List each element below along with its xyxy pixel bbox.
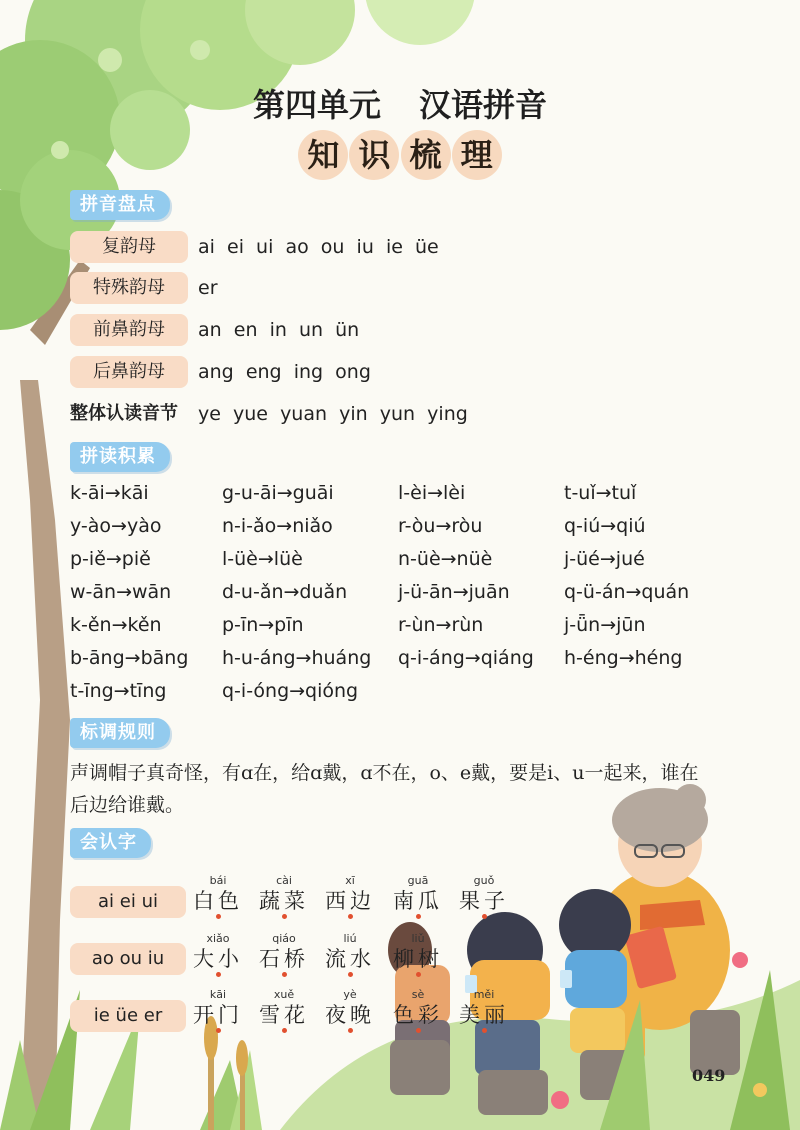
word-hanzi: 石桥: [259, 947, 309, 971]
section-title-char: 知: [298, 130, 348, 180]
spelling-item: k-āi→kāi: [70, 482, 149, 504]
word-item: [258, 874, 310, 919]
word-pinyin: liú: [343, 932, 357, 945]
stress-dot: [216, 1028, 221, 1033]
word-item: [324, 874, 376, 919]
spelling-item: n-üè→nüè: [398, 548, 493, 570]
section-title-char: 识: [349, 130, 399, 180]
stress-dot: [416, 972, 421, 977]
spelling-item: p-īn→pīn: [222, 614, 304, 636]
word-pinyin: qiáo: [272, 932, 296, 945]
stress-dot: [348, 972, 353, 977]
spelling-item: r-òu→ròu: [398, 515, 483, 537]
word-hanzi: 白色: [193, 889, 243, 913]
word-pinyin: měi: [473, 988, 495, 1001]
label-front-nasal: 前鼻韵母: [70, 314, 188, 346]
word-pinyin: guā: [407, 874, 429, 887]
word-item: [458, 874, 510, 919]
stress-dot: [348, 1028, 353, 1033]
word-item: [324, 932, 376, 977]
word-pinyin: xiǎo: [206, 932, 230, 945]
word-pinyin: yè: [343, 988, 357, 1001]
spelling-item: j-ü-ān→juān: [398, 581, 510, 603]
spelling-item: y-ào→yào: [70, 515, 162, 537]
word-hanzi: 西边: [325, 889, 375, 913]
spelling-item: q-i-óng→qióng: [222, 680, 359, 702]
spelling-item: t-uǐ→tuǐ: [564, 482, 637, 504]
word-item: [458, 988, 510, 1033]
unit-subject: 汉语拼音: [419, 86, 548, 124]
word-hanzi: 蔬菜: [259, 889, 309, 913]
banner-tone-rule: 标调规则: [70, 718, 170, 748]
word-hanzi: 夜晚: [325, 1003, 375, 1027]
stress-dot: [482, 1028, 487, 1033]
word-item: [392, 932, 444, 977]
word-item: [192, 932, 244, 977]
stress-dot: [282, 1028, 287, 1033]
stress-dot: [282, 914, 287, 919]
spelling-item: j-ǖn→jūn: [564, 614, 646, 636]
spelling-item: l-üè→lüè: [222, 548, 303, 570]
compound-finals: ai ei ui ao ou iu ie üe: [198, 236, 439, 258]
banner-pinyin-review: 拼音盘点: [70, 190, 170, 220]
word-hanzi: 雪花: [259, 1003, 309, 1027]
word-item: [192, 988, 244, 1033]
word-hanzi: 开门: [193, 1003, 243, 1027]
spelling-item: j-üé→jué: [564, 548, 645, 570]
spelling-item: p-iě→piě: [70, 548, 151, 570]
word-item: [392, 988, 444, 1033]
word-pinyin: xuě: [273, 988, 295, 1001]
stress-dot: [416, 1028, 421, 1033]
word-pinyin: bái: [209, 874, 227, 887]
spelling-item: q-iú→qiú: [564, 515, 646, 537]
spelling-item: q-i-áng→qiáng: [398, 647, 534, 669]
word-pinyin: xī: [345, 874, 355, 887]
word-item: [192, 874, 244, 919]
stress-dot: [482, 914, 487, 919]
whole-syllables: ye yue yuan yin yun ying: [198, 403, 468, 425]
word-pinyin: liǔ: [411, 932, 425, 945]
stress-dot: [216, 914, 221, 919]
word-hanzi: 大小: [193, 947, 243, 971]
word-hanzi: 南瓜: [393, 889, 443, 913]
spelling-item: d-u-ǎn→duǎn: [222, 581, 348, 603]
char-group-label: ai ei ui: [70, 886, 186, 918]
char-group-label: ie üe er: [70, 1000, 186, 1032]
char-group-label: ao ou iu: [70, 943, 186, 975]
word-pinyin: sè: [411, 988, 425, 1001]
word-hanzi: 美丽: [459, 1003, 509, 1027]
banner-spelling: 拼读积累: [70, 442, 170, 472]
word-hanzi: 果子: [459, 889, 509, 913]
spelling-item: t-īng→tīng: [70, 680, 167, 702]
word-item: [324, 988, 376, 1033]
tone-rule-line-1: 声调帽子真奇怪，有ɑ在，给ɑ戴，ɑ不在，o、e戴，要是i、u一起来，谁在: [70, 762, 699, 784]
section-title-char: 梳: [401, 130, 451, 180]
spelling-item: k-ěn→kěn: [70, 614, 162, 636]
spelling-item: h-u-áng→huáng: [222, 647, 372, 669]
word-pinyin: kāi: [209, 988, 227, 1001]
spelling-item: b-āng→bāng: [70, 647, 189, 669]
section-title: [0, 130, 800, 180]
unit-number: 第四单元: [252, 86, 381, 124]
spelling-item: n-i-ǎo→niǎo: [222, 515, 333, 537]
spelling-item: l-èi→lèi: [398, 482, 466, 504]
banner-characters: 会认字: [70, 828, 151, 858]
spelling-item: g-u-āi→guāi: [222, 482, 334, 504]
tone-rule-line-2: 后边给谁戴。: [70, 794, 185, 816]
word-hanzi: 柳树: [393, 947, 443, 971]
page-number: 049: [692, 1066, 726, 1085]
stress-dot: [416, 914, 421, 919]
label-compound-finals: 复韵母: [70, 231, 188, 263]
back-nasal-finals: ang eng ing ong: [198, 361, 371, 383]
stress-dot: [216, 972, 221, 977]
label-whole-syllables: 整体认读音节: [70, 403, 178, 424]
label-back-nasal: 后鼻韵母: [70, 356, 188, 388]
front-nasal-finals: an en in un ün: [198, 319, 360, 341]
special-final: er: [198, 277, 218, 299]
word-hanzi: 色彩: [393, 1003, 443, 1027]
spelling-item: w-ān→wān: [70, 581, 172, 603]
spelling-item: h-éng→héng: [564, 647, 683, 669]
spelling-item: q-ü-án→quán: [564, 581, 690, 603]
word-pinyin: guǒ: [473, 874, 495, 887]
section-title-char: 理: [452, 130, 502, 180]
word-item: [258, 932, 310, 977]
spelling-item: r-ùn→rùn: [398, 614, 484, 636]
word-item: [392, 874, 444, 919]
word-item: [258, 988, 310, 1033]
word-hanzi: 流水: [325, 947, 375, 971]
stress-dot: [282, 972, 287, 977]
unit-title: [0, 80, 800, 126]
word-pinyin: cài: [276, 874, 292, 887]
label-special-final: 特殊韵母: [70, 272, 188, 304]
stress-dot: [348, 914, 353, 919]
